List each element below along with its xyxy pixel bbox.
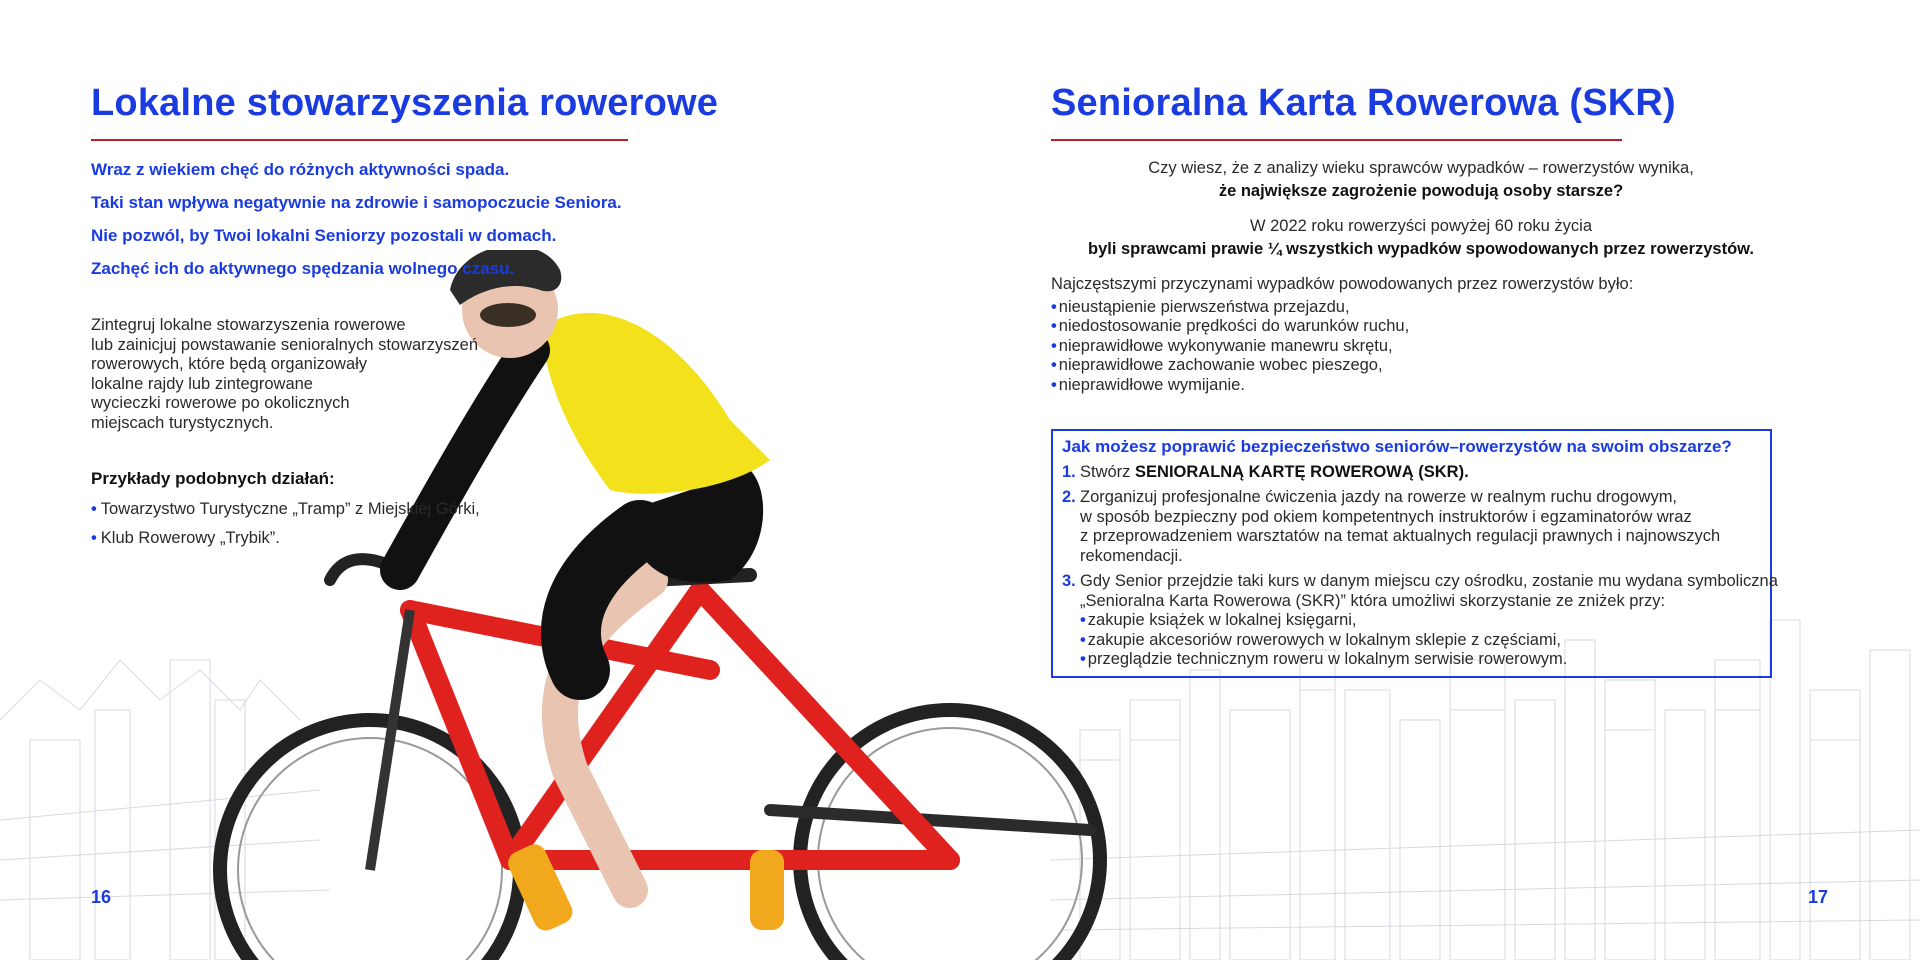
intro-statements — [91, 159, 811, 280]
action-box-title: Jak możesz poprawić bezpieczeństwo seniorów–rowerzystów na swoim obszarze? — [1062, 437, 1732, 456]
bullet-icon: • — [91, 500, 97, 518]
fact-line: Czy wiesz, że z analizy wieku sprawców wypadków – rowerzystów wynika, — [1148, 159, 1694, 177]
step-text — [1080, 572, 1778, 670]
bullet-icon: • — [1080, 650, 1086, 668]
fact-line: W 2022 roku rowerzyści powyżej 60 roku życia — [1249, 217, 1593, 235]
step-3 — [1062, 572, 1778, 670]
causes-section — [1051, 275, 1851, 395]
step-line: Gdy Senior przejdzie taki kurs w danym miejscu czy ośrodku, zostanie mu wydana symboliczna — [1080, 572, 1778, 590]
title-underline — [1051, 139, 1622, 141]
page-title: Lokalne stowarzyszenia rowerowe — [91, 82, 719, 124]
bullet-icon: • — [1051, 317, 1057, 335]
step-number: 3. — [1062, 572, 1076, 590]
step-number: 1. — [1062, 462, 1076, 481]
list-item: • nieprawidłowe wymijanie. — [1051, 375, 1245, 394]
intro-line: Wraz z wiekiem chęć do różnych aktywności spada. — [91, 160, 510, 179]
step-1 — [1062, 463, 1760, 483]
fact-block — [1051, 157, 1791, 203]
body-line: wycieczki rowerowe po okolicznych — [91, 394, 350, 412]
bullet-icon: • — [1080, 630, 1086, 649]
intro-line: Zachęć ich do aktywnego spędzania wolnego czasu. — [91, 259, 515, 278]
title-underline — [91, 139, 628, 141]
list-item: • Klub Rowerowy „Trybik”. — [91, 529, 280, 547]
step-line: z przeprowadzeniem warsztatów na temat aktualnych regulacji prawnych i najnowszych — [1080, 527, 1721, 545]
list-item: • nieprawidłowe zachowanie wobec pieszego, — [1051, 356, 1383, 374]
step-2 — [1062, 488, 1760, 566]
list-item: • nieprawidłowe wykonywanie manewru skrętu, — [1051, 336, 1393, 355]
list-item: • nieustąpienie pierwszeństwa przejazdu, — [1051, 297, 1350, 316]
step-line: rekomendacji. — [1080, 546, 1183, 565]
step-text — [1080, 488, 1720, 566]
step-line: „Senioralna Karta Rowerowa (SKR)” która umożliwi skorzystanie ze zniżek przy: — [1080, 591, 1666, 610]
left-page — [91, 82, 811, 557]
bullet-icon: • — [1051, 297, 1057, 316]
list-item: • zakupie akcesoriów rowerowych w lokalnym sklepie z częściami, — [1080, 630, 1561, 649]
list-item: • Towarzystwo Turystyczne „Tramp” z Miejskiej Górki, — [91, 500, 480, 518]
fact-block — [1051, 215, 1791, 261]
fact-line-bold: byli sprawcami prawie ¼ wszystkich wypadków spowodowanych przez rowerzystów. — [1087, 240, 1754, 258]
step-text: Stwórz SENIORALNĄ KARTĘ ROWEROWĄ (SKR). — [1080, 462, 1469, 481]
body-line: Zintegruj lokalne stowarzyszenia rowerowe — [91, 316, 406, 334]
bullet-icon: • — [1051, 375, 1057, 394]
action-box — [1051, 429, 1778, 678]
body-line: miejscach turystycznych. — [91, 413, 274, 432]
list-item: • niedostosowanie prędkości do warunków ruchu, — [1051, 317, 1410, 335]
fact-line-bold: że największe zagrożenie powodują osoby starsze? — [1218, 182, 1624, 200]
list-item: • zakupie książek w lokalnej księgarni, — [1080, 611, 1357, 629]
discount-list — [1080, 611, 1778, 670]
bullet-icon: • — [91, 529, 97, 547]
examples-heading: Przykłady podobnych działań: — [91, 469, 335, 488]
body-line: rowerowych, które będą organizowały — [91, 355, 368, 373]
body-line: lub zainicjuj powstawanie senioralnych stowarzyszeń — [91, 335, 479, 354]
step-line: w sposób bezpieczny pod okiem kompetentnych instruktorów i egzaminatorów wraz — [1080, 507, 1692, 526]
step-number: 2. — [1062, 488, 1076, 506]
list-item: • przeglądzie technicznym roweru w lokalnym serwisie rowerowym. — [1080, 650, 1568, 668]
step-line: Zorganizuj profesjonalne ćwiczenia jazdy na rowerze w realnym ruchu drogowym, — [1080, 488, 1678, 506]
causes-lead: Najczęstszymi przyczynami wypadków powodowanych przez rowerzystów było: — [1051, 275, 1634, 293]
bullet-icon: • — [1051, 356, 1057, 374]
bullet-icon: • — [1080, 611, 1086, 629]
body-paragraph — [91, 316, 511, 433]
intro-line: Taki stan wpływa negatywnie na zdrowie i samopoczucie Seniora. — [91, 193, 622, 212]
body-line: lokalne rajdy lub zintegrowane — [91, 374, 313, 393]
page-number-right: 17 — [1808, 887, 1829, 907]
examples-list — [91, 499, 811, 548]
step-text-bold: SENIORALNĄ KARTĘ ROWEROWĄ (SKR). — [1135, 462, 1469, 481]
page-title: Senioralna Karta Rowerowa (SKR) — [1051, 82, 1676, 124]
intro-line: Nie pozwól, by Twoi lokalni Seniorzy pozostali w domach. — [91, 226, 557, 245]
causes-list — [1051, 298, 1851, 396]
bullet-icon: • — [1051, 336, 1057, 355]
right-page — [1051, 82, 1851, 678]
page-number-left: 16 — [91, 887, 112, 907]
